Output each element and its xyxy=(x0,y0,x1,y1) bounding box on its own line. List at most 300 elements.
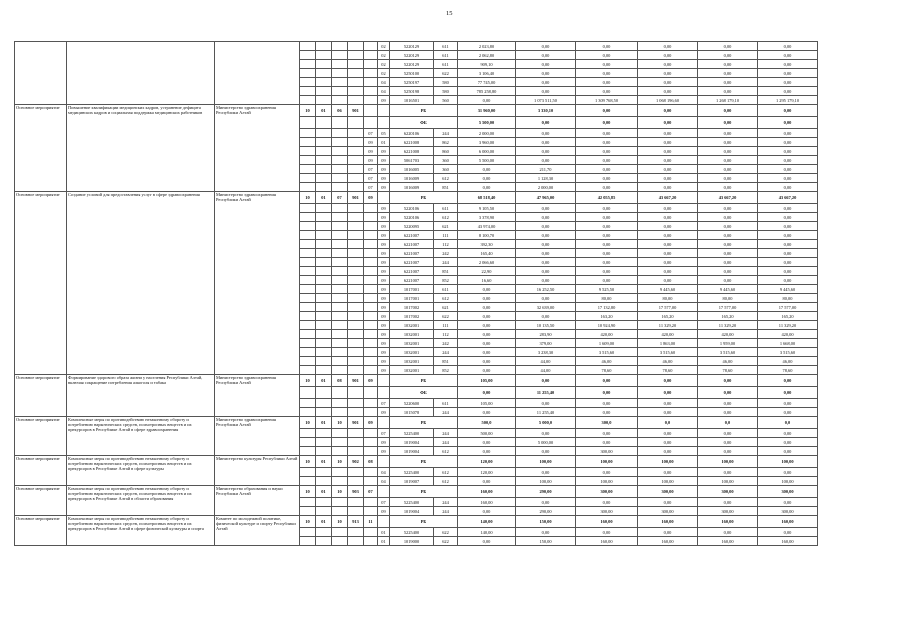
activity-description: Комплексные меры по противодействию незаконному обороту и потреблению наркотических средств, психотропных веществ и их прекурсоров в Республике Алтай в сфере физической культуры и спорта xyxy=(67,516,215,546)
empty-code-cell xyxy=(332,507,348,516)
amount-cell: 0,00 xyxy=(758,408,818,417)
amount-cell: 0,00 xyxy=(576,498,638,507)
section-code: 01 xyxy=(378,537,390,546)
program-code-cell: 06 xyxy=(332,105,348,117)
empty-code-cell xyxy=(332,357,348,366)
amount-cell: 3 238,30 xyxy=(516,348,576,357)
section-code: 09 xyxy=(378,348,390,357)
amount-cell: 160,00 xyxy=(638,537,698,546)
target-article: 6221008 xyxy=(390,138,434,147)
amount-cell: 300,00 xyxy=(698,507,758,516)
amount-cell: 0,00 xyxy=(638,156,698,165)
empty-code-cell xyxy=(316,258,332,267)
empty-code-cell xyxy=(332,51,348,60)
program-code-cell: 01 xyxy=(316,516,332,528)
empty-code-cell xyxy=(316,366,332,375)
section-code: 09 xyxy=(378,240,390,249)
empty-code-cell xyxy=(348,129,364,138)
empty-code-cell xyxy=(332,222,348,231)
empty-code-cell xyxy=(300,348,316,357)
program-code-cell: 901 xyxy=(348,375,364,387)
funding-source: РБ xyxy=(390,417,458,429)
program-code-cell: 10 xyxy=(300,417,316,429)
amount-cell: 0,00 xyxy=(698,468,758,477)
amount-cell: 0,00 xyxy=(576,87,638,96)
budget-table xyxy=(14,41,879,546)
expense-type: 612 xyxy=(434,294,458,303)
empty-code-cell xyxy=(348,468,364,477)
empty-code-cell xyxy=(332,339,348,348)
amount-cell: 0,00 xyxy=(698,42,758,51)
amount-cell: 0,00 xyxy=(638,183,698,192)
amount-cell: 0,00 xyxy=(698,399,758,408)
total-amount: 160,00 xyxy=(698,516,758,528)
expense-type: 851 xyxy=(434,267,458,276)
amount-cell: 17 577,00 xyxy=(638,303,698,312)
amount-cell: 0,00 xyxy=(638,138,698,147)
amount-cell: 16,60 xyxy=(458,276,516,285)
amount-cell: 1 295 179,10 xyxy=(758,96,818,105)
amount-cell: 0,00 xyxy=(758,276,818,285)
amount-cell: 0,00 xyxy=(638,240,698,249)
program-code-cell: 913 xyxy=(348,516,364,528)
section-code: 07 xyxy=(378,429,390,438)
total-amount: 0,00 xyxy=(638,105,698,117)
target-article: 1019004 xyxy=(390,438,434,447)
amount-cell: 0,00 xyxy=(458,408,516,417)
amount-cell: 3 106,40 xyxy=(458,69,516,78)
program-code-cell: 01 xyxy=(316,417,332,429)
program-code-cell: 10 xyxy=(332,486,348,498)
section-code: 09 xyxy=(378,294,390,303)
target-article: 6220106 xyxy=(390,129,434,138)
empty-code-cell xyxy=(332,294,348,303)
empty-code-cell xyxy=(364,276,378,285)
amount-cell: 0,00 xyxy=(758,87,818,96)
target-article: 6221007 xyxy=(390,240,434,249)
target-article: 5250100 xyxy=(390,69,434,78)
amount-cell: 0,00 xyxy=(576,399,638,408)
amount-cell: 0,00 xyxy=(576,138,638,147)
expense-type: 621 xyxy=(434,303,458,312)
empty-code-cell xyxy=(348,348,364,357)
empty-code-cell xyxy=(316,447,332,456)
amount-cell: 0,00 xyxy=(698,429,758,438)
expense-type: 112 xyxy=(434,240,458,249)
program-code-cell xyxy=(332,387,348,399)
amount-cell: 77 745,00 xyxy=(458,78,516,87)
activity-description: Комплексные меры по противодействию незаконному обороту и потреблению наркотических средств, психотропных веществ и их прекурсоров в Республике Алтай в сфере здравоохранения xyxy=(67,417,215,456)
amount-cell: 1 959,00 xyxy=(698,339,758,348)
empty-code-cell xyxy=(316,312,332,321)
section-code: 09 xyxy=(378,249,390,258)
total-amount: 160,00 xyxy=(458,486,516,498)
amount-cell: 0,00 xyxy=(698,447,758,456)
empty-code-cell xyxy=(348,60,364,69)
amount-cell: 0,00 xyxy=(516,60,576,69)
total-amount: 0,00 xyxy=(638,375,698,387)
empty-code-cell xyxy=(300,528,316,537)
empty-code-cell xyxy=(348,312,364,321)
expense-type: 622 xyxy=(434,528,458,537)
amount-cell: 283,90 xyxy=(516,330,576,339)
target-article: 1016005 xyxy=(390,165,434,174)
responsible-executor: Министерство здравоохранения Республики Алтай xyxy=(215,192,300,375)
activity-description xyxy=(67,42,215,105)
target-article: 1017001 xyxy=(390,294,434,303)
empty-code-cell xyxy=(300,129,316,138)
total-amount: 0,00 xyxy=(516,117,576,129)
empty-code-cell xyxy=(300,477,316,486)
empty-code-cell xyxy=(316,249,332,258)
expense-type: 611 xyxy=(434,51,458,60)
amount-cell: 0,00 xyxy=(758,249,818,258)
expense-type: 580 xyxy=(434,78,458,87)
amount-cell: 0,00 xyxy=(698,258,758,267)
empty-code-cell xyxy=(364,408,378,417)
program-code-cell: 09 xyxy=(364,192,378,204)
section-code: 02 xyxy=(378,60,390,69)
section-code: 02 xyxy=(378,51,390,60)
amount-cell: 0,00 xyxy=(698,51,758,60)
amount-cell: 211,70 xyxy=(516,165,576,174)
total-amount: 0,00 xyxy=(638,117,698,129)
amount-cell: 46,00 xyxy=(698,357,758,366)
target-article: 1017002 xyxy=(390,303,434,312)
amount-cell: 1 128,30 xyxy=(516,174,576,183)
amount-cell: 0,00 xyxy=(516,294,576,303)
empty-code-cell xyxy=(316,321,332,330)
empty-code-cell xyxy=(364,303,378,312)
chapter-code: 07 xyxy=(364,129,378,138)
amount-cell: 392,30 xyxy=(458,240,516,249)
target-article: 5220600 xyxy=(390,399,434,408)
empty-code-cell xyxy=(332,399,348,408)
amount-cell: 163,20 xyxy=(576,312,638,321)
empty-code-cell xyxy=(348,78,364,87)
amount-cell: 0,00 xyxy=(516,258,576,267)
amount-cell: 0,00 xyxy=(516,129,576,138)
target-article: 1015078 xyxy=(390,408,434,417)
empty-code-cell xyxy=(332,537,348,546)
expense-type: 360 xyxy=(434,156,458,165)
amount-cell: 0,00 xyxy=(638,249,698,258)
empty-code-cell xyxy=(300,498,316,507)
table-row-total xyxy=(15,417,880,429)
program-code-cell: 10 xyxy=(300,486,316,498)
amount-cell: 0,00 xyxy=(758,429,818,438)
empty-code-cell xyxy=(348,285,364,294)
empty-code-cell xyxy=(364,96,378,105)
amount-cell: 16 252,50 xyxy=(516,285,576,294)
empty-code-cell xyxy=(364,366,378,375)
empty-code-cell xyxy=(332,42,348,51)
amount-cell: 0,00 xyxy=(576,276,638,285)
total-amount: 0,00 xyxy=(576,117,638,129)
empty-code-cell xyxy=(300,294,316,303)
amount-cell: 165,40 xyxy=(458,249,516,258)
amount-cell: 0,00 xyxy=(698,174,758,183)
empty-code-cell xyxy=(348,231,364,240)
empty-code-cell xyxy=(348,267,364,276)
section-code: 09 xyxy=(378,285,390,294)
empty-code-cell xyxy=(364,447,378,456)
amount-cell: 0,00 xyxy=(576,129,638,138)
empty-code-cell xyxy=(300,183,316,192)
total-amount: 0,00 xyxy=(758,375,818,387)
target-article: 1032001 xyxy=(390,348,434,357)
amount-cell: 160,00 xyxy=(576,537,638,546)
amount-cell: 420,00 xyxy=(698,330,758,339)
amount-cell: 3 378,90 xyxy=(458,213,516,222)
empty-code-cell xyxy=(316,129,332,138)
amount-cell: 2 066,60 xyxy=(458,258,516,267)
empty-code-cell xyxy=(332,138,348,147)
responsible-executor xyxy=(215,42,300,105)
amount-cell: 0,00 xyxy=(758,231,818,240)
amount-cell: 0,00 xyxy=(458,357,516,366)
empty-code-cell xyxy=(300,147,316,156)
section-code: 09 xyxy=(378,276,390,285)
total-amount: 11 255,40 xyxy=(516,387,576,399)
target-article: 6221007 xyxy=(390,276,434,285)
empty-code-cell xyxy=(316,78,332,87)
total-amount: 100,00 xyxy=(516,456,576,468)
total-amount: 0,00 xyxy=(698,387,758,399)
empty-code-cell xyxy=(332,285,348,294)
total-amount: 0,00 xyxy=(576,375,638,387)
amount-cell: 0,00 xyxy=(576,408,638,417)
empty-code-cell xyxy=(300,78,316,87)
empty-code-cell xyxy=(300,240,316,249)
table-row-total xyxy=(15,486,880,498)
empty-code-cell xyxy=(332,69,348,78)
amount-cell: 0,00 xyxy=(698,213,758,222)
amount-cell: 0,00 xyxy=(638,213,698,222)
amount-cell: 0,00 xyxy=(638,174,698,183)
expense-type: 622 xyxy=(434,69,458,78)
amount-cell: 0,00 xyxy=(638,222,698,231)
empty-code-cell xyxy=(332,60,348,69)
empty-code-cell xyxy=(332,330,348,339)
amount-cell: 0,00 xyxy=(758,204,818,213)
target-article: 6221007 xyxy=(390,231,434,240)
section-code: 09 xyxy=(378,258,390,267)
program-code-cell: 10 xyxy=(300,192,316,204)
amount-cell: 0,00 xyxy=(576,51,638,60)
empty-code-cell xyxy=(300,87,316,96)
expense-type: 621 xyxy=(434,222,458,231)
amount-cell: 11 329,20 xyxy=(638,321,698,330)
table-row-total xyxy=(15,456,880,468)
empty-code-cell xyxy=(300,258,316,267)
empty-code-cell xyxy=(316,294,332,303)
amount-cell: 160,00 xyxy=(458,498,516,507)
section-code: 09 xyxy=(378,408,390,417)
target-article: 1019007 xyxy=(390,477,434,486)
empty-code-cell xyxy=(348,321,364,330)
empty-code-cell xyxy=(332,366,348,375)
amount-cell: 100,00 xyxy=(638,477,698,486)
expense-type: 244 xyxy=(434,498,458,507)
empty-code-cell xyxy=(348,240,364,249)
amount-cell: 0,00 xyxy=(458,330,516,339)
empty-code-cell xyxy=(364,69,378,78)
amount-cell: 6 000,00 xyxy=(458,147,516,156)
empty-code-cell xyxy=(316,528,332,537)
total-amount: 300,00 xyxy=(576,486,638,498)
amount-cell: 300,00 xyxy=(638,507,698,516)
amount-cell: 0,00 xyxy=(758,447,818,456)
empty-code-cell xyxy=(348,183,364,192)
total-amount: 300,0 xyxy=(576,417,638,429)
amount-cell: 0,00 xyxy=(698,222,758,231)
amount-cell: 379,00 xyxy=(516,339,576,348)
section-code: 01 xyxy=(378,528,390,537)
total-amount: 300,00 xyxy=(698,486,758,498)
expense-type: 862 xyxy=(434,138,458,147)
empty-code-cell xyxy=(300,366,316,375)
amount-cell: 10 135,50 xyxy=(516,321,576,330)
empty-code-cell xyxy=(300,330,316,339)
amount-cell: 150,00 xyxy=(516,537,576,546)
total-amount: 160,00 xyxy=(638,516,698,528)
amount-cell: 0,00 xyxy=(638,429,698,438)
amount-cell: 300,00 xyxy=(758,507,818,516)
amount-cell: 80,00 xyxy=(638,294,698,303)
expense-type: 244 xyxy=(434,129,458,138)
empty-code-cell xyxy=(316,165,332,174)
empty-code-cell xyxy=(300,303,316,312)
empty-code-cell xyxy=(332,348,348,357)
empty-code-cell xyxy=(364,285,378,294)
spacer-cell xyxy=(378,117,390,129)
program-code-cell xyxy=(348,117,364,129)
empty-code-cell xyxy=(316,429,332,438)
empty-code-cell xyxy=(300,204,316,213)
amount-cell: 0,00 xyxy=(516,51,576,60)
amount-cell: 9 445,60 xyxy=(638,285,698,294)
amount-cell: 0,00 xyxy=(758,60,818,69)
amount-cell: 0,00 xyxy=(458,294,516,303)
total-amount: 100,00 xyxy=(698,456,758,468)
amount-cell: 0,00 xyxy=(576,438,638,447)
amount-cell: 11 329,20 xyxy=(758,321,818,330)
amount-cell: 0,00 xyxy=(576,60,638,69)
table-row-total xyxy=(15,105,880,117)
activity-description: Повышение квалификации медицинских кадров, устранение дефицита медицинских кадров и социальная поддержка медицинских работников xyxy=(67,105,215,192)
total-amount: 0,0 xyxy=(638,417,698,429)
amount-cell: 5 500,00 xyxy=(458,156,516,165)
amount-cell: 0,00 xyxy=(698,204,758,213)
empty-code-cell xyxy=(364,258,378,267)
total-amount: 100,00 xyxy=(576,456,638,468)
empty-code-cell xyxy=(300,222,316,231)
empty-code-cell xyxy=(364,498,378,507)
empty-code-cell xyxy=(300,60,316,69)
empty-code-cell xyxy=(348,438,364,447)
empty-code-cell xyxy=(300,69,316,78)
amount-cell: 0,00 xyxy=(698,267,758,276)
program-code-cell: 09 xyxy=(364,375,378,387)
empty-code-cell xyxy=(348,528,364,537)
empty-code-cell xyxy=(348,147,364,156)
funding-source: РБ xyxy=(390,192,458,204)
program-code-cell: 01 xyxy=(316,486,332,498)
amount-cell: 0,00 xyxy=(698,60,758,69)
empty-code-cell xyxy=(332,447,348,456)
empty-code-cell xyxy=(316,498,332,507)
amount-cell: 0,00 xyxy=(576,213,638,222)
amount-cell: 9 445,60 xyxy=(698,285,758,294)
program-code-cell xyxy=(300,387,316,399)
amount-cell: 0,00 xyxy=(758,183,818,192)
empty-code-cell xyxy=(332,429,348,438)
amount-cell: 1 668,00 xyxy=(758,339,818,348)
spacer-cell xyxy=(378,375,390,387)
total-amount: 300,00 xyxy=(758,486,818,498)
amount-cell: 0,00 xyxy=(576,468,638,477)
target-article: 5220106 xyxy=(390,204,434,213)
chapter-code: 09 xyxy=(364,138,378,147)
target-article: 5225400 xyxy=(390,429,434,438)
empty-code-cell xyxy=(364,429,378,438)
section-code: 09 xyxy=(378,330,390,339)
chapter-code: 07 xyxy=(364,165,378,174)
program-code-cell: 902 xyxy=(348,456,364,468)
amount-cell: 0,00 xyxy=(458,303,516,312)
empty-code-cell xyxy=(348,87,364,96)
amount-cell: 0,00 xyxy=(576,78,638,87)
program-code-cell: 10 xyxy=(300,105,316,117)
empty-code-cell xyxy=(300,312,316,321)
activity-type: Основное мероприятие xyxy=(15,192,67,375)
amount-cell: 0,00 xyxy=(516,222,576,231)
empty-code-cell xyxy=(364,330,378,339)
empty-code-cell xyxy=(300,408,316,417)
empty-code-cell xyxy=(332,528,348,537)
program-code-cell: 07 xyxy=(364,486,378,498)
amount-cell: 0,00 xyxy=(758,42,818,51)
empty-code-cell xyxy=(316,213,332,222)
amount-cell: 0,00 xyxy=(758,138,818,147)
empty-code-cell xyxy=(300,249,316,258)
amount-cell: 0,00 xyxy=(638,408,698,417)
empty-code-cell xyxy=(332,267,348,276)
amount-cell: 0,00 xyxy=(758,468,818,477)
amount-cell: 0,00 xyxy=(698,69,758,78)
empty-code-cell xyxy=(316,399,332,408)
empty-code-cell xyxy=(332,165,348,174)
program-code-cell: 08 xyxy=(332,375,348,387)
amount-cell: 0,00 xyxy=(698,231,758,240)
amount-cell: 17 577,00 xyxy=(698,303,758,312)
amount-cell: 0,00 xyxy=(516,468,576,477)
empty-code-cell xyxy=(348,204,364,213)
amount-cell: 0,00 xyxy=(458,165,516,174)
amount-cell: 420,00 xyxy=(576,330,638,339)
target-article: 5225400 xyxy=(390,498,434,507)
amount-cell: 0,00 xyxy=(698,276,758,285)
total-amount: 300,00 xyxy=(638,486,698,498)
amount-cell: 0,00 xyxy=(758,438,818,447)
amount-cell: 0,00 xyxy=(758,156,818,165)
amount-cell: 0,00 xyxy=(458,339,516,348)
amount-cell: 300,00 xyxy=(576,507,638,516)
amount-cell: 0,00 xyxy=(758,147,818,156)
total-amount: 43 667,20 xyxy=(758,192,818,204)
section-code: 09 xyxy=(378,303,390,312)
